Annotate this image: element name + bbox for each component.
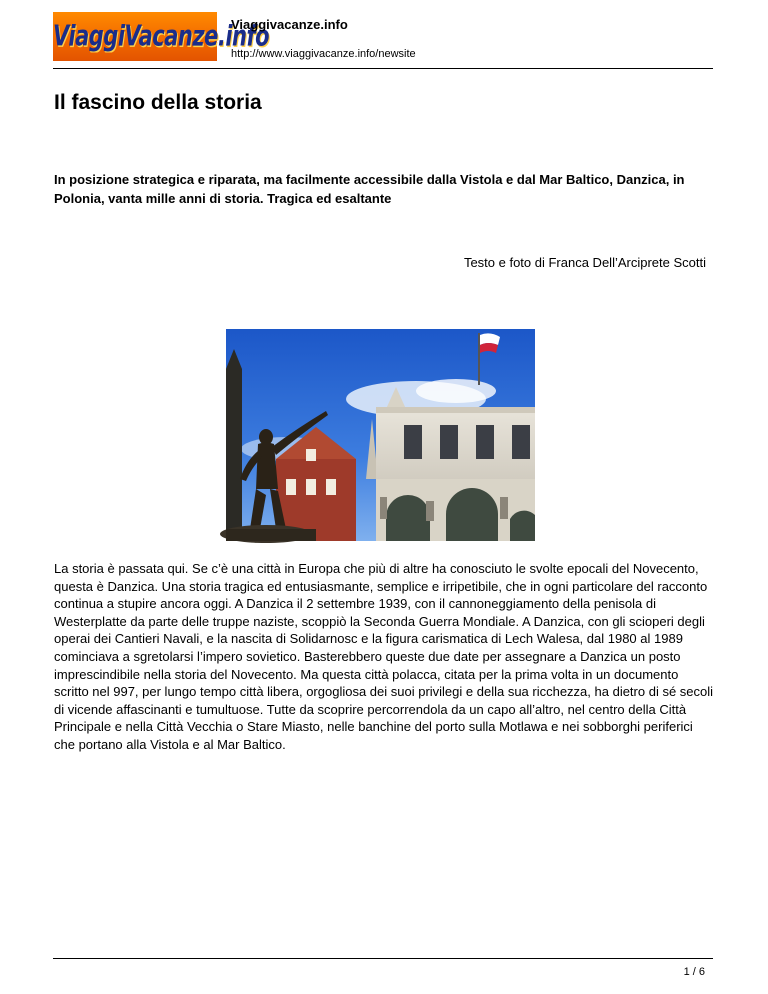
site-logo[interactable]: [53, 12, 270, 61]
article-title: Il fascino della storia: [54, 91, 262, 114]
article-photo: [226, 329, 535, 541]
article-lead: In posizione strategica e riparata, ma facilmente accessibile dalla Vistola e dal Mar Baltico, Danzica, in Polonia, vanta mille anni di storia. Tragica ed esaltante: [54, 172, 685, 206]
article-byline: Testo e foto di Franca Dell’Arciprete Scotti: [463, 255, 706, 270]
article-body: La storia è passata qui. Se c’è una città in Europa che più di altre ha conosciuto le svolte epocali del Novecento, questa è Danzica. Una storia tragica ed entusiasmante, semplice e irripetibile, che in ogni particolare del racconto continua a stupire ancora oggi. A Danzica il 2 settembre 1939, con il cannoneggiamento della penisola di Westerplatte da parte delle truppe naziste, scoppiò la Seconda Guerra Mondiale. A Danzica, con gli scioperi degli operai dei Cantieri Navali, e la nascita di Solidarnosc e la figura carismatica di Lech Walesa, dal 1980 al 1989 cominciava a sgretolarsi l’impero sovietico. Basterebbero queste due date per assegnare a Danzica un posto imprescindibile nella storia del Novecento. Ma questa città polacca, citata per la prima volta in un documento scritto nel 997, per lungo tempo città libera, orgogliosa dei suoi privilegi e della sua ricchezza, ha dietro di sé secoli di vicende affascinanti e tumultuose. Tutte da scoprire percorrendola da un capo all’altro, nel centro della Città Principale e nella Città Vecchia o Stare Miasto, nelle banchine del porto sulla Motlawa e nei sobborghi periferici che portano alla Vistola e al Mar Baltico.: [54, 561, 714, 752]
site-url[interactable]: http://www.viaggivacanze.info/newsite: [231, 48, 416, 60]
site-name: Viaggivacanze.info: [231, 17, 348, 32]
page-header: [53, 12, 713, 69]
logo-text: ViaggiVacanze.info: [53, 20, 270, 53]
footer-divider: [53, 958, 713, 959]
page-number: 1 / 6: [683, 966, 705, 978]
